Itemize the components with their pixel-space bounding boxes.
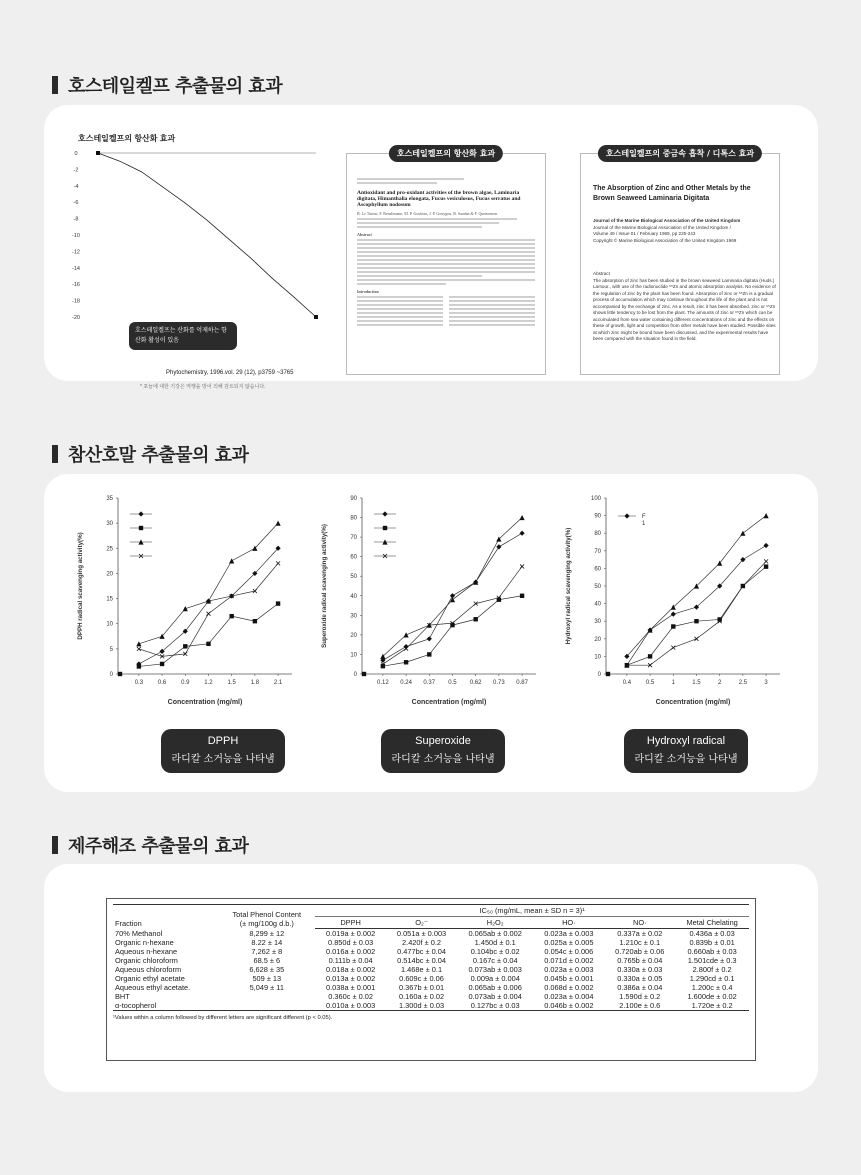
value-cell: 0.068d ± 0.002 <box>544 983 594 992</box>
series-line-2 <box>139 523 278 644</box>
x-tick-label: 0.12 <box>377 680 389 686</box>
value-cell: 0.023a ± 0.003 <box>544 965 594 974</box>
marker-square <box>671 624 675 628</box>
value-cell: 0.023a ± 0.004 <box>544 992 594 1001</box>
col-phenol <box>218 905 315 929</box>
y-tick-label: 60 <box>594 566 601 573</box>
marker-square <box>427 652 431 656</box>
marker-diamond <box>624 513 629 518</box>
marker-square <box>606 672 610 676</box>
y-tick-label: 40 <box>350 593 357 600</box>
abstract-head: Abstract <box>593 271 610 276</box>
marker-square <box>118 672 122 676</box>
table-row <box>113 938 749 947</box>
section-title-text: 제주해조 추출물의 효과 <box>68 836 249 857</box>
fraction-cell: Organic chloroform <box>115 956 178 965</box>
table-row <box>113 929 749 939</box>
x-tick-label: 1 <box>671 680 675 686</box>
value-cell: 1.590d ± 0.2 <box>619 992 661 1001</box>
value-cell: 0.065ab ± 0.006 <box>468 983 522 992</box>
y-tick-label: 10 <box>106 621 113 628</box>
value-cell: 0.477bc ± 0.04 <box>397 947 446 956</box>
marker-diamond <box>496 544 501 549</box>
col-ic-3: HO· <box>533 917 604 929</box>
y-tick-label: -18 <box>72 298 80 305</box>
kelp-callout: 호스테일켈프는 산화를 억제하는 항산화 활성이 있음 <box>129 322 237 350</box>
y-tick-label: -2 <box>73 167 79 174</box>
marker-square <box>648 654 652 658</box>
series-line-3 <box>383 566 522 664</box>
value-cell: 509 ± 13 <box>252 974 282 983</box>
marker-square <box>520 594 524 598</box>
marker-diamond <box>671 612 676 617</box>
marker-square <box>694 619 698 623</box>
value-cell: 6,628 ± 35 <box>249 965 285 974</box>
section-title-text: 참산호말 추출물의 효과 <box>68 445 249 466</box>
series-line-1 <box>383 596 522 666</box>
horsetail-panel <box>44 105 818 390</box>
dpph-chart <box>70 488 300 713</box>
y-tick-label: 0 <box>353 672 357 678</box>
table-row <box>113 983 749 992</box>
y-tick-label: -10 <box>72 233 80 239</box>
marker-diamond <box>763 543 768 548</box>
y-tick-label: 70 <box>350 535 357 542</box>
value-cell: 2.800f ± 0.2 <box>692 965 732 974</box>
marker-diamond <box>427 636 432 641</box>
value-cell: 1.501cde ± 0.3 <box>687 956 737 965</box>
y-tick-label: 50 <box>350 574 357 581</box>
y-tick-label: 0 <box>109 672 113 678</box>
y-tick-label: 50 <box>594 584 601 590</box>
y-tick-label: 5 <box>109 646 113 653</box>
y-tick-label: 60 <box>350 554 357 561</box>
section-title-horsetail <box>52 72 282 98</box>
col-fraction: Fraction <box>113 905 218 929</box>
value-cell: 0.839b ± 0.01 <box>689 938 735 947</box>
value-cell: 0.065ab ± 0.002 <box>468 929 522 938</box>
y-axis-label: DPPH radical scavenging activity(%) <box>77 532 84 640</box>
value-cell: 0.850d ± 0.03 <box>328 938 374 947</box>
horsetail-antioxidant-chart <box>64 127 334 390</box>
value-cell: 0.018a ± 0.002 <box>325 965 376 974</box>
footnote: * 포늘에 대한 기강은 역행을 방어 의해 감트되지 않습니다. <box>140 384 266 390</box>
value-cell: 0.436a ± 0.03 <box>689 929 735 938</box>
series-line <box>98 153 316 317</box>
marker-triangle <box>403 632 408 637</box>
marker-square <box>473 617 477 621</box>
badge-hydroxyl <box>624 729 748 773</box>
x-tick-label: 1.5 <box>227 680 236 686</box>
paper-title: The Absorption of Zinc and Other Metals by the Brown Seaweed Laminaria Digitata <box>593 185 751 202</box>
y-tick-label: 0 <box>597 672 601 678</box>
table-row <box>113 1001 749 1011</box>
fraction-cell: Aqueous n-hexane <box>115 947 178 956</box>
marker-square <box>362 672 366 676</box>
y-tick-label: -12 <box>72 249 80 256</box>
marker-square <box>183 644 187 648</box>
marker-square <box>137 664 141 668</box>
paper-authors: B. Le Tutour, F. Benslimane, M. P. Gouleau, J. P. Gouygou, B. Saadan & F. Quemeneur <box>357 211 498 216</box>
badge-dpph <box>161 729 285 773</box>
value-cell: 0.051a ± 0.003 <box>396 929 447 938</box>
value-cell: 0.330a ± 0.05 <box>617 974 663 983</box>
value-cell: 0.514bc ± 0.04 <box>397 956 446 965</box>
value-cell: 0.023a ± 0.003 <box>544 929 594 938</box>
y-tick-label: 30 <box>106 521 113 528</box>
x-tick-label: 0.87 <box>516 680 528 686</box>
y-tick-label: 15 <box>106 596 113 603</box>
value-cell: 0.337a ± 0.02 <box>617 929 663 938</box>
series-line-1 <box>139 604 278 667</box>
x-tick-label: 1.2 <box>204 680 213 686</box>
marker-square <box>383 526 387 530</box>
col-ic50: IC₅₀ (mg/mL, mean ± SD n = 3)¹ <box>315 905 749 917</box>
paper-journal <box>593 218 777 244</box>
table-row <box>113 956 749 965</box>
y-tick-label: -14 <box>72 265 80 272</box>
x-tick-label: 0.73 <box>493 680 505 686</box>
x-tick-label: 1.5 <box>692 680 701 686</box>
x-tick-label: 0.5 <box>645 680 655 686</box>
x-tick-label: 2 <box>718 680 722 686</box>
paper-tag: 호스테일켈프의 중금속 흡착 / 디톡스 효과 <box>598 145 762 162</box>
x-axis-label: Concentration (mg/ml) <box>655 699 731 706</box>
value-cell: 0.009a ± 0.004 <box>470 974 520 983</box>
y-tick-label: 10 <box>350 652 357 659</box>
series-line-0 <box>627 546 766 657</box>
value-cell: 0.127bc ± 0.03 <box>457 1001 533 1011</box>
x-tick-label: 0.3 <box>134 680 144 686</box>
journal-volume: Volume 49 / Issue 01 / February 1969, pp 225-243 <box>593 231 696 236</box>
fraction-cell: BHT <box>115 992 130 1001</box>
y-tick-label: -4 <box>73 183 79 190</box>
value-cell: 0.016a ± 0.002 <box>325 947 376 956</box>
value-cell: 8,299 ± 12 <box>249 928 285 938</box>
paper-title: Antioxidant and pro-oxidant activities of the brown algae, Laminaria digitata, Himanthalia elongata, Fucus vesiculosus, Fucus serratus and Ascophyllum nodosum <box>357 190 521 208</box>
title-bar-icon <box>52 445 58 463</box>
value-cell: 68.5 ± 6 <box>253 956 281 965</box>
section-title-text: 호스테일켈프 추출물의 효과 <box>68 76 283 97</box>
marker-diamond <box>382 511 387 516</box>
value-cell: 0.045b ± 0.001 <box>544 974 594 983</box>
paper-abstract <box>593 271 777 343</box>
journal-head: Journal of the Marine Biological Association of the United Kingdom <box>593 218 741 223</box>
badge-desc: 라디칼 소거능을 나타냄 <box>634 754 738 765</box>
value-cell: 0.386a ± 0.04 <box>617 983 663 992</box>
badge-desc: 라디칼 소거능을 나타냄 <box>171 754 275 765</box>
y-tick-label: 70 <box>594 548 601 555</box>
table-row <box>113 974 749 983</box>
y-tick-label: 40 <box>594 601 601 608</box>
y-tick-label: 20 <box>594 636 601 643</box>
value-cell: 0.019a ± 0.002 <box>325 929 376 938</box>
chart-title: 호스테일켈프의 항산화 효과 <box>78 134 176 143</box>
marker-square <box>253 619 257 623</box>
marker-triangle <box>136 641 141 646</box>
x-tick-label: 2.1 <box>273 680 283 686</box>
badge-title: DPPH <box>207 735 239 747</box>
y-tick-label: 20 <box>350 632 357 639</box>
table-row <box>113 947 749 956</box>
col-ic-0: DPPH <box>315 917 386 929</box>
marker-triangle <box>183 606 188 611</box>
col-ic-2: H₂O₂ <box>457 917 533 929</box>
abstract-text: The absorption of zinc has been studied in the brown seaweed Laminaria digitata (Huds.) Lamour., with use of the radionuclide ⁶⁵Zn and atomic absorption analysis. No evidence of the regulation of zinc by the plant has been found. Absorption of zinc or ⁶⁵Zn is a gradual process of accumulation which may continue throughout the life of the plant and is not accompanied by the exchange of zinc. As a result, zinc it has been absorbed, zinc or ⁶⁵Zn shows little tendency to be lost from the plant. The amounts of zinc or ⁶⁵Zn which can be accumulated from sea water containing different concentrations of zinc and the effects on these of growth, light and competition from other metals have been studied. Possible sites at which zinc might be bound have been discussed, and the experimental results have been compared with the situation found in the field. <box>593 277 776 341</box>
title-bar-icon <box>52 76 58 94</box>
value-cell: 0.660ab ± 0.03 <box>687 947 737 956</box>
marker-square <box>139 526 143 530</box>
marker-square <box>206 642 210 646</box>
value-cell: 8.22 ± 14 <box>251 938 283 947</box>
series-line-2 <box>627 516 766 666</box>
col-ic-5: Metal Chelating <box>675 917 749 929</box>
badge-title: Hydroxyl radical <box>646 735 726 747</box>
paper-body <box>357 176 535 364</box>
marker-diamond <box>138 511 143 516</box>
series-line-0 <box>139 548 278 664</box>
table-row <box>113 992 749 1001</box>
y-tick-label: 25 <box>106 546 113 553</box>
value-cell: 0.054c ± 0.006 <box>544 947 594 956</box>
value-cell: 0.720ab ± 0.06 <box>615 947 665 956</box>
paper-antioxidant <box>346 149 546 375</box>
value-cell: 0.330a ± 0.03 <box>617 965 663 974</box>
value-cell: 0.046b ± 0.002 <box>533 1001 604 1011</box>
paper-abstract-head: Abstract <box>357 232 372 237</box>
table-body <box>113 929 749 1011</box>
table-row <box>113 965 749 974</box>
value-cell: 1.450d ± 0.1 <box>474 938 516 947</box>
marker-square <box>229 614 233 618</box>
journal-name: Journal of the Marine Biological Association of the United Kingdom / <box>593 224 731 230</box>
series-line-3 <box>627 561 766 665</box>
y-tick-label: 35 <box>106 496 113 502</box>
y-tick-label: 90 <box>350 496 357 502</box>
marker-triangle <box>275 521 280 526</box>
value-cell <box>218 992 315 1001</box>
value-cell: 0.025a ± 0.005 <box>544 938 594 947</box>
value-cell: 1.468e ± 0.1 <box>401 965 443 974</box>
fraction-cell: 70% Methanol <box>115 928 163 938</box>
marker-diamond <box>519 531 524 536</box>
value-cell: 0.073ab ± 0.004 <box>468 992 522 1001</box>
value-cell: 1.290cd ± 0.1 <box>689 974 735 983</box>
fraction-cell: Organic n-hexane <box>115 938 174 947</box>
value-cell: 0.167c ± 0.04 <box>472 956 518 965</box>
value-cell: 1.600de ± 0.02 <box>687 992 737 1001</box>
value-cell: 0.104bc ± 0.02 <box>470 947 520 956</box>
x-axis-label: Concentration (mg/ml) <box>167 699 243 706</box>
badge-desc: 라디칼 소거능을 나타냄 <box>391 754 495 765</box>
paper-zinc-absorption <box>580 149 780 375</box>
y-tick-label: -8 <box>73 216 79 223</box>
y-axis-label: Hydroxyl radical scavenging activity(%) <box>565 527 572 645</box>
value-cell: 0.765b ± 0.04 <box>617 956 663 965</box>
marker-square <box>404 660 408 664</box>
marker-triangle <box>763 513 768 518</box>
col-phenol-label: Total Phenol Content <box>232 909 302 919</box>
value-cell: 0.010a ± 0.003 <box>315 1001 386 1011</box>
value-cell: 0.013a ± 0.002 <box>325 974 376 983</box>
value-cell: 0.038a ± 0.001 <box>325 983 376 992</box>
y-tick-label: 30 <box>350 613 357 620</box>
jeju-panel <box>44 864 818 1092</box>
marker-triangle <box>519 515 524 520</box>
x-tick-label: 0.62 <box>469 680 482 686</box>
badge-superoxide <box>381 729 505 773</box>
ic50-table <box>113 904 749 1011</box>
ic50-table-frame <box>106 898 756 1061</box>
value-cell: 0.609c ± 0.06 <box>399 974 444 983</box>
value-cell: 5,049 ± 11 <box>249 983 284 992</box>
journal-copyright: Copyright © Marine Biological Association of the United Kingdom 1969 <box>593 237 737 243</box>
series-line-1 <box>627 567 766 666</box>
value-cell: 0.071d ± 0.002 <box>544 956 594 965</box>
y-axis-label: Superoxide radical scavenging activity(%) <box>321 524 328 648</box>
x-axis-label: Concentration (mg/ml) <box>411 699 487 706</box>
y-tick-label: 100 <box>590 496 601 502</box>
value-cell: 2.420f ± 0.2 <box>402 938 442 947</box>
col-ic-1: O₂⁻ <box>386 917 457 929</box>
value-cell: 0.160a ± 0.02 <box>398 992 445 1001</box>
title-bar-icon <box>52 836 58 854</box>
y-tick-label: -16 <box>72 282 80 289</box>
col-phenol-unit: (± mg/100g d.b.) <box>239 918 294 928</box>
value-cell: 1.720e ± 0.2 <box>675 1001 749 1011</box>
legend-label: 1 <box>642 521 646 527</box>
y-tick-label: -20 <box>72 315 80 321</box>
value-cell: 0.367b ± 0.01 <box>398 983 445 992</box>
x-tick-label: 0.37 <box>423 680 436 686</box>
y-tick-label: 20 <box>106 571 113 578</box>
y-tick-label: -6 <box>73 200 79 207</box>
y-tick-label: 0 <box>74 151 78 157</box>
coral-panel <box>44 474 818 792</box>
value-cell: 1.210c ± 0.1 <box>619 938 661 947</box>
legend-label: F <box>642 514 646 520</box>
value-cell: 1.200c ± 0.4 <box>691 983 733 992</box>
marker-square <box>160 662 164 666</box>
badge-title: Superoxide <box>415 735 471 747</box>
fraction-cell: α-tocopherol <box>113 1001 218 1011</box>
value-cell: 0.360c ± 0.02 <box>328 992 373 1001</box>
y-tick-label: 80 <box>594 531 601 538</box>
x-tick-label: 0.4 <box>622 680 632 686</box>
col-ic-4: NO· <box>604 917 675 929</box>
x-tick-label: 0.24 <box>400 680 412 686</box>
x-tick-label: 0.9 <box>181 680 190 686</box>
marker-square <box>276 601 280 605</box>
marker-square <box>96 151 100 155</box>
table-footnote: ¹Values within a column followed by different letters are significant different (p < 0.05). <box>113 1015 333 1021</box>
x-tick-label: 1.8 <box>250 680 260 686</box>
value-cell: 0.111b ± 0.04 <box>328 956 373 965</box>
marker-square <box>764 564 768 568</box>
section-title-jeju <box>52 832 248 858</box>
fraction-cell: Organic ethyl acetate <box>115 974 185 983</box>
value-cell: 0.073ab ± 0.003 <box>468 965 522 974</box>
y-tick-label: 30 <box>594 619 601 626</box>
marker-triangle <box>229 558 234 563</box>
x-tick-label: 0.6 <box>157 680 167 686</box>
citation: Phytochemistry, 1996.vol. 29 (12), p3759 ~3765 <box>166 370 294 376</box>
x-tick-label: 2.5 <box>738 680 748 686</box>
fraction-cell: Aqueous ethyl acetate. <box>115 983 191 992</box>
y-tick-label: 80 <box>350 515 357 522</box>
marker-square <box>314 315 318 319</box>
paper-intro-head: Introduction <box>357 289 379 294</box>
value-cell: 1.300d ± 0.03 <box>386 1001 457 1011</box>
x-tick-label: 3 <box>764 680 768 686</box>
series-line-2 <box>383 518 522 657</box>
fraction-cell: Aqueous chloroform <box>115 965 182 974</box>
superoxide-chart <box>314 488 544 713</box>
y-tick-label: 10 <box>594 654 601 661</box>
hydroxyl-chart <box>558 488 788 713</box>
paper-tag: 호스테일켈프의 항산화 효과 <box>389 145 503 162</box>
value-cell: 2.100e ± 0.6 <box>604 1001 675 1011</box>
y-tick-label: 90 <box>594 513 601 520</box>
x-tick-label: 0.5 <box>448 680 457 686</box>
value-cell: 7,262 ± 8 <box>251 947 283 956</box>
section-title-coral <box>52 441 248 467</box>
value-cell <box>218 1001 315 1011</box>
